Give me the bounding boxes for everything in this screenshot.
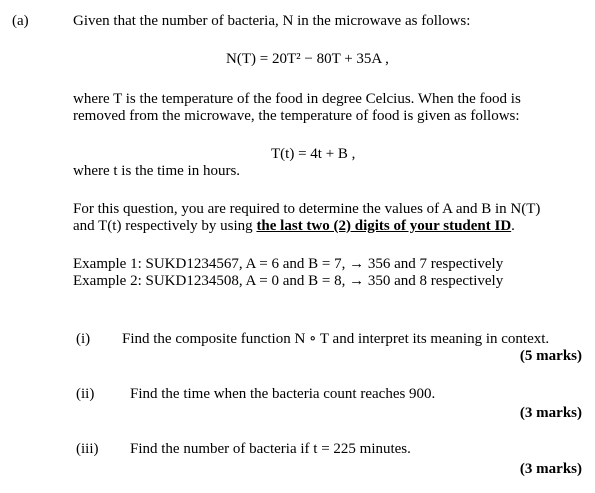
where-t-line: where t is the time in hours. <box>73 163 241 179</box>
instruction-line-2 <box>73 218 515 235</box>
student-id-digits-emphasis: the last two (2) digits of your student ID <box>256 218 512 234</box>
equation-n-of-t: N(T) = 20T² − 80T + 35A , <box>226 51 389 67</box>
intro-text: Given that the number of bacteria, N in the microwave as follows: <box>73 13 471 29</box>
example-2: Example 2: SUKD1234508, A = 0 and B = 8, → 350 and 8 respectively <box>73 273 504 289</box>
subquestion-text-i: Find the composite function N ∘ T and interpret its meaning in context. <box>122 331 550 347</box>
subquestion-label-ii: (ii) <box>76 386 95 402</box>
subquestion-label-i: (i) <box>76 331 91 347</box>
part-label: (a) <box>12 13 29 29</box>
marks-ii: (3 marks) <box>519 405 582 421</box>
equation-t-of-t: T(t) = 4t + B , <box>271 146 356 162</box>
instruction-line-1: For this question, you are required to determine the values of A and B in N(T) <box>73 201 541 217</box>
subquestion-label-iii: (iii) <box>76 441 99 457</box>
where-T-line-1: where T is the temperature of the food in degree Celcius. When the food is <box>73 91 521 107</box>
instruction-line-2-post: . <box>511 218 515 234</box>
instruction-line-2-pre: and T(t) respectively by using <box>73 218 253 234</box>
subquestion-text-iii: Find the number of bacteria if t = 225 minutes. <box>130 441 411 457</box>
marks-i: (5 marks) <box>519 348 582 364</box>
example-1: Example 1: SUKD1234567, A = 6 and B = 7, → 356 and 7 respectively <box>73 256 504 272</box>
where-T-line-2: removed from the microwave, the temperature of food is given as follows: <box>73 108 520 124</box>
subquestion-text-ii: Find the time when the bacteria count reaches 900. <box>130 386 436 402</box>
marks-iii: (3 marks) <box>519 461 582 477</box>
